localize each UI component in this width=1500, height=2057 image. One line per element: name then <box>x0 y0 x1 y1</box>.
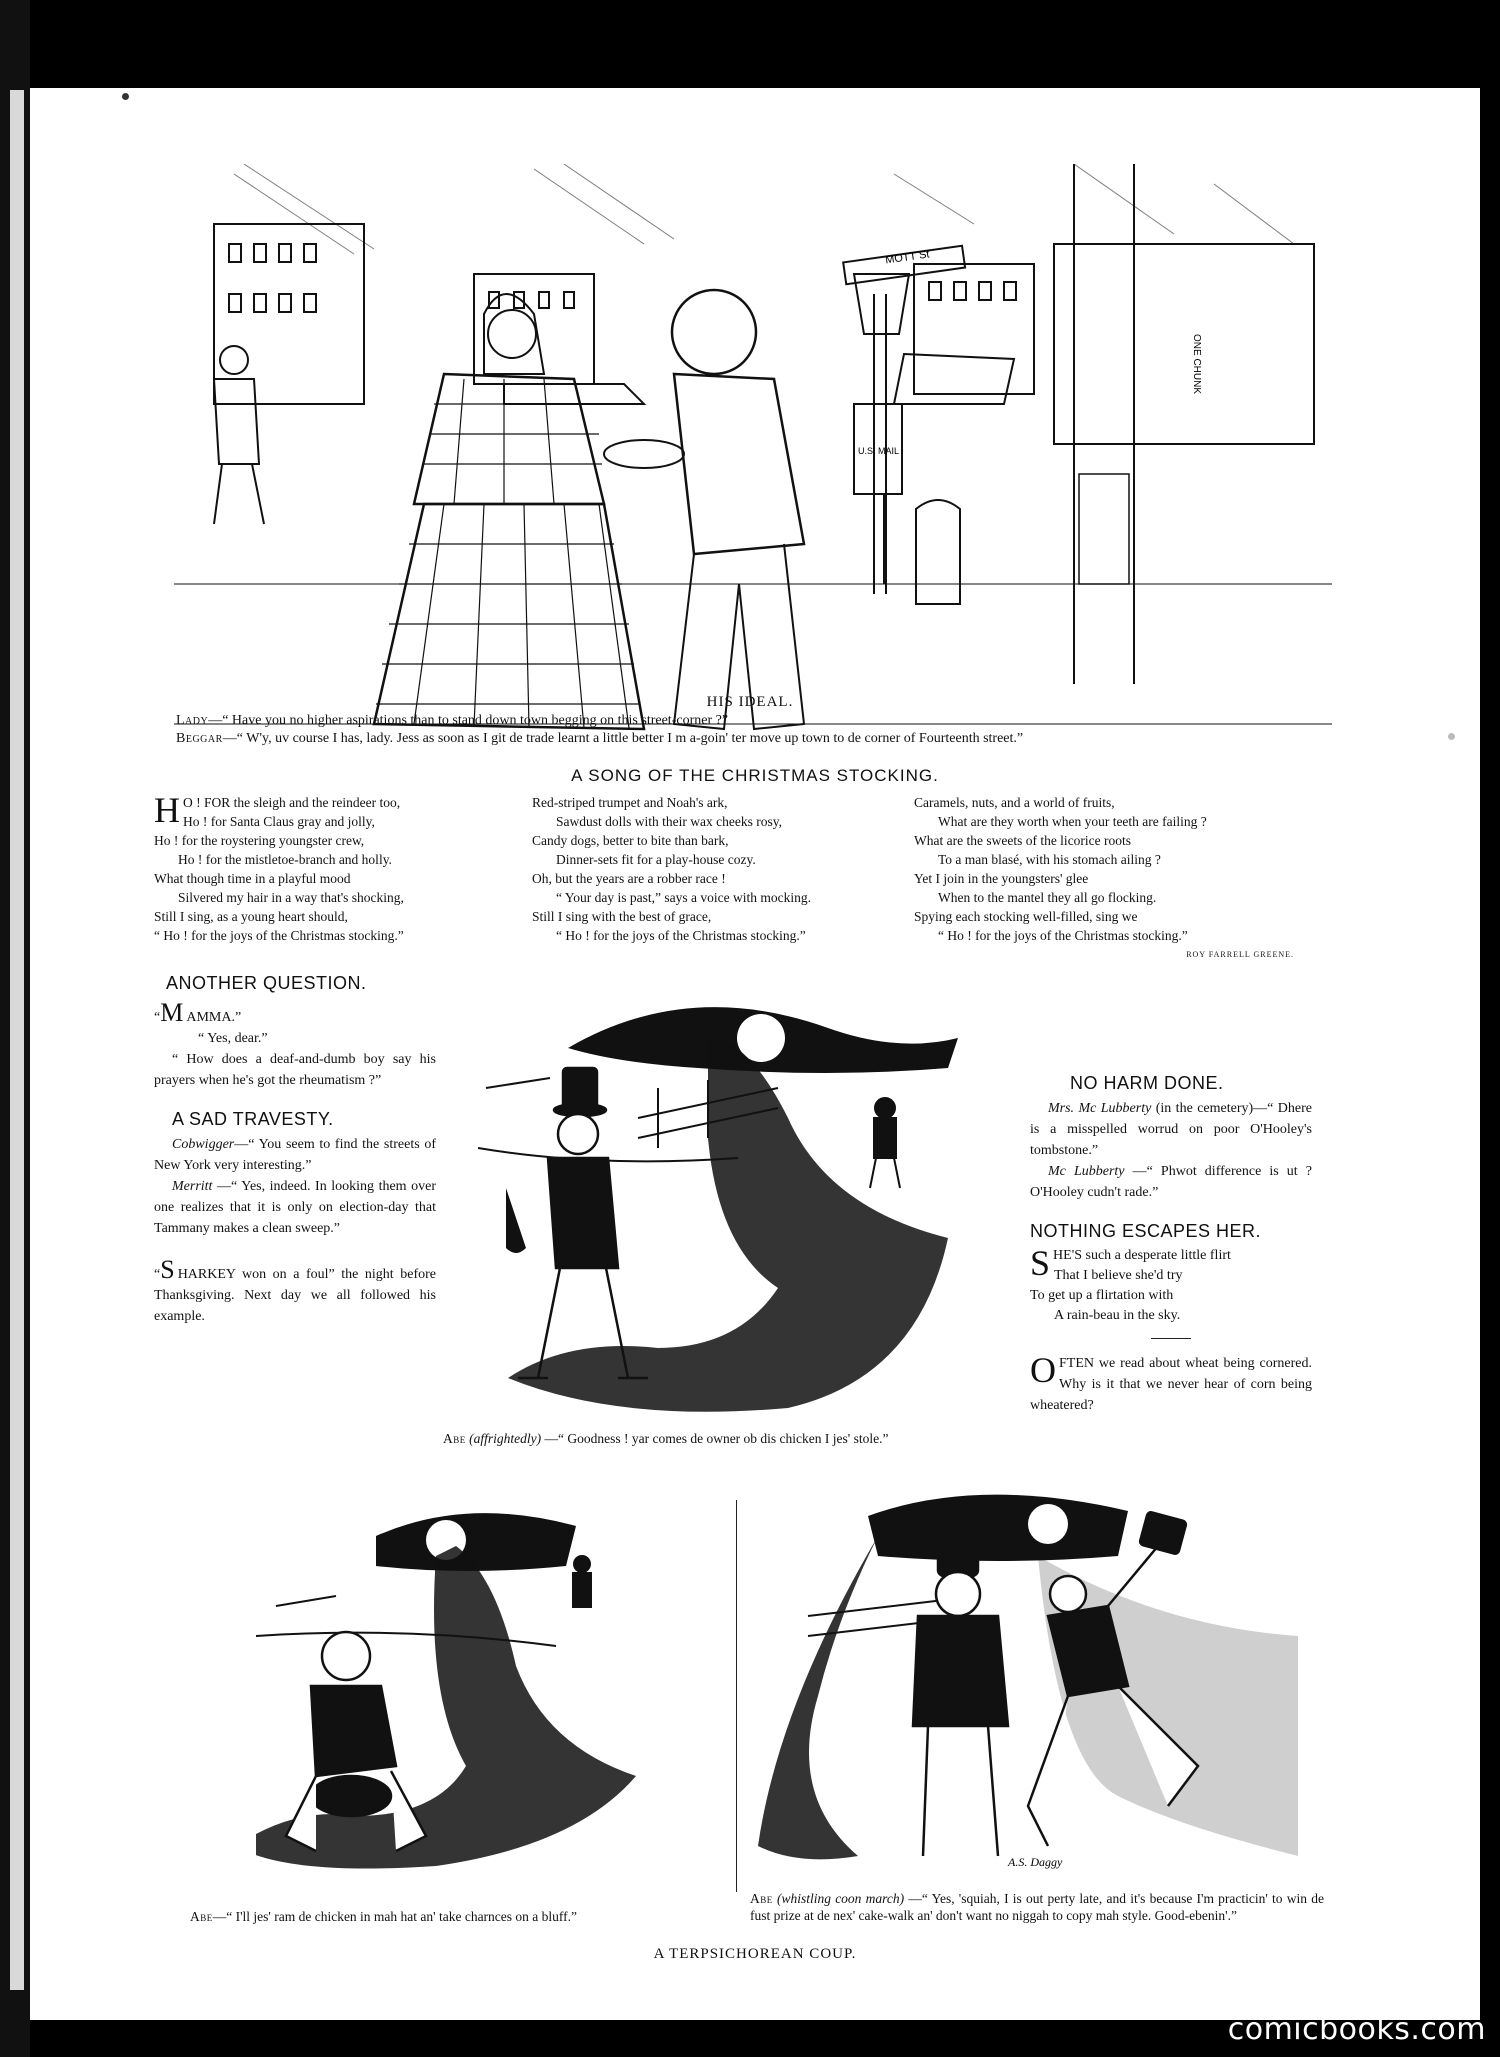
open-quote: “ <box>154 1267 161 1282</box>
verse-line: That I believe she'd try <box>1054 1268 1183 1283</box>
brand-watermark: comicbooks.com <box>1227 2012 1486 2047</box>
flirt-verse <box>1030 1243 1312 1326</box>
another-question-text: AMMA.” <box>186 1010 242 1025</box>
abe-cakewalk-illustration <box>748 1486 1326 1876</box>
open-quote: “ <box>154 1010 161 1025</box>
poem-line: Still I sing with the best of grace, <box>532 909 712 924</box>
speaker-abe: Abe <box>443 1431 466 1446</box>
poem-line: When to the mantel they all go flocking. <box>938 890 1157 905</box>
poem-line: Silvered my hair in a way that's shocking, <box>178 890 404 905</box>
street-sign-text: MOTT St <box>884 248 931 267</box>
speaker-abe: Abe <box>190 1909 213 1924</box>
poem-line: Still I sing, as a young heart should, <box>154 909 348 924</box>
his-ideal-lady-line <box>176 712 1336 730</box>
poem-line: “ Your day is past,” says a voice with mocking. <box>556 890 811 905</box>
wheat-text: FTEN we read about wheat being cornered. Why is it that we never hear of corn being wheatered? <box>1030 1356 1312 1413</box>
abe-text: —“ Yes, 'squiah, I is out perty late, and it's because I'm practicin' to win de fust prize at de nex' cake-walk an' don't want no niggah to copy mah style. Good-ebenin'.” <box>750 1891 1324 1923</box>
magazine-page <box>30 88 1480 2020</box>
abe-hat-illustration <box>256 1506 696 1878</box>
another-question-title: ANOTHER QUESTION. <box>166 973 367 993</box>
speaker-cobwigger: Cobwigger <box>172 1137 235 1152</box>
poem-line: Caramels, nuts, and a world of fruits, <box>914 795 1115 810</box>
merritt-text: —“ Yes, indeed. In looking them over one realizes that it is only on election-day that Tammany makes a clean sweep.” <box>154 1179 436 1236</box>
beggar-text: —“ W'y, uv course I has, lady. Jess as soon as I git de trade learnt a little better I m a-goin' ter move up town to de corner of Fourteenth street.” <box>222 731 1024 746</box>
another-question-p3: “ How does a deaf-and-dumb boy say his prayers when he's got the rheumatism ?” <box>154 1052 436 1088</box>
abe-text: —“ Goodness ! yar comes de owner ob dis chicken I jes' stole.” <box>541 1431 889 1446</box>
his-ideal-illustration <box>174 164 1332 756</box>
poem-line: Oh, but the years are a robber race ! <box>532 871 726 886</box>
drop-cap: M <box>160 998 184 1027</box>
sad-travesty-p2 <box>154 1176 436 1239</box>
bottom-left-caption <box>190 1908 730 1926</box>
verse-line: A rain-beau in the sky. <box>1054 1308 1181 1323</box>
wheat-paragraph <box>1030 1350 1312 1416</box>
poem-title: A SONG OF THE CHRISTMAS STOCKING. <box>571 766 939 785</box>
stage-direction: (whistling coon march) <box>776 1891 905 1906</box>
sad-travesty-p1 <box>154 1134 436 1176</box>
speaker-merritt: Merritt <box>172 1179 213 1194</box>
verse-line: To get up a flirtation with <box>1030 1288 1174 1303</box>
sharkey-paragraph <box>154 1255 436 1327</box>
strip-title: A TERPSICHOREAN COUP. <box>653 1946 857 1962</box>
abe-text: —“ I'll jes' ram de chicken in mah hat an' take charnces on a bluff.” <box>212 1909 578 1924</box>
margin-dot <box>1448 733 1455 740</box>
poem-line: “ Ho ! for the joys of the Christmas stocking.” <box>556 928 806 943</box>
left-column <box>154 973 436 1327</box>
no-harm-done-p2 <box>1030 1161 1312 1203</box>
right-column <box>1030 1073 1312 1416</box>
poster-text: ONE CHUNK <box>1191 334 1202 395</box>
poem-line: Dinner-sets fit for a play-house cozy. <box>556 852 756 867</box>
bottom-right-caption <box>750 1890 1324 1924</box>
poem-line: O ! FOR the sleigh and the reindeer too, <box>183 795 401 810</box>
mailbox-text: U.S. MAIL <box>858 446 900 456</box>
drop-cap: S <box>160 1255 175 1284</box>
speaker-mrs-mc-lubberty: Mrs. Mc Lubberty <box>1048 1101 1152 1116</box>
poem-column-1 <box>154 790 494 945</box>
another-question-p1 <box>154 998 436 1028</box>
his-ideal-beggar-line <box>176 730 1346 748</box>
drop-cap: S <box>1030 1243 1051 1283</box>
poem-line: To a man blasé, with his stomach ailing ? <box>938 852 1161 867</box>
speaker-mc-lubberty: Mc Lubberty <box>1048 1164 1125 1179</box>
page-dot <box>122 93 129 100</box>
mrs-mc-lubberty-text: (in the cemetery)—“ Dhere is a misspelled worrud on poor O'Hooley's tombstone.” <box>1030 1101 1312 1158</box>
panel-divider <box>736 1500 737 1892</box>
speaker-abe: Abe <box>750 1891 773 1906</box>
abe-frightened-illustration <box>478 988 1028 1426</box>
poem-line: Ho ! for the roystering youngster crew, <box>154 833 365 848</box>
cobwigger-text: —“ You seem to find the streets of New York very interesting.” <box>154 1137 436 1173</box>
poem-line: “ Ho ! for the joys of the Christmas stocking.” <box>154 928 404 943</box>
verse-line: HE'S such a desperate little flirt <box>1053 1248 1231 1263</box>
mc-lubberty-text: —“ Phwot difference is ut ? O'Hooley cudn't rade.” <box>1030 1164 1313 1200</box>
speaker-lady: Lady <box>176 713 209 728</box>
poem-line: Sawdust dolls with their wax cheeks rosy, <box>556 814 782 829</box>
poem-line: “ Ho ! for the joys of the Christmas stocking.” <box>938 928 1188 943</box>
nothing-escapes-her-title: NOTHING ESCAPES HER. <box>1030 1221 1262 1241</box>
poem-line: Yet I join in the youngsters' glee <box>914 871 1089 886</box>
poem-line: Spying each stocking well-filled, sing we <box>914 909 1138 924</box>
sharkey-text: HARKEY won on a foul” the night before Thanksgiving. Next day we all followed his example. <box>154 1267 436 1324</box>
poem-line: Red-striped trumpet and Noah's ark, <box>532 795 728 810</box>
poem-line: Ho ! for the mistletoe-branch and holly. <box>178 852 392 867</box>
poem-column-3 <box>914 793 1294 964</box>
his-ideal-title: HIS IDEAL. <box>706 694 794 710</box>
middle-cartoon-caption <box>443 1430 1003 1448</box>
poem-line: Candy dogs, better to bite than bark, <box>532 833 729 848</box>
no-harm-done-p1 <box>1030 1098 1312 1161</box>
poem-line: What though time in a playful mood <box>154 871 351 886</box>
poem-author: ROY FARRELL GREENE. <box>1186 950 1294 959</box>
poem-column-2 <box>532 793 892 945</box>
poem-line: What are they worth when your teeth are failing ? <box>938 814 1207 829</box>
artist-signature: A.S. Daggy <box>1008 1855 1063 1869</box>
speaker-beggar: Beggar <box>176 731 223 746</box>
poem-line: Ho ! for Santa Claus gray and jolly, <box>183 814 375 829</box>
another-question-p2: “ Yes, dear.” <box>198 1031 268 1046</box>
poem-line: What are the sweets of the licorice roots <box>914 833 1132 848</box>
no-harm-done-title: NO HARM DONE. <box>1070 1073 1224 1093</box>
stage-direction: (affrightedly) <box>469 1431 542 1446</box>
section-rule <box>1151 1338 1191 1339</box>
drop-cap: O <box>1030 1350 1056 1390</box>
binding-edge <box>10 90 24 1990</box>
lady-text: —“ Have you no higher aspirations than to stand down town begging on this street-corner ?” <box>208 713 729 728</box>
poem-drop-cap: H <box>154 790 180 830</box>
sad-travesty-title: A SAD TRAVESTY. <box>172 1109 334 1129</box>
